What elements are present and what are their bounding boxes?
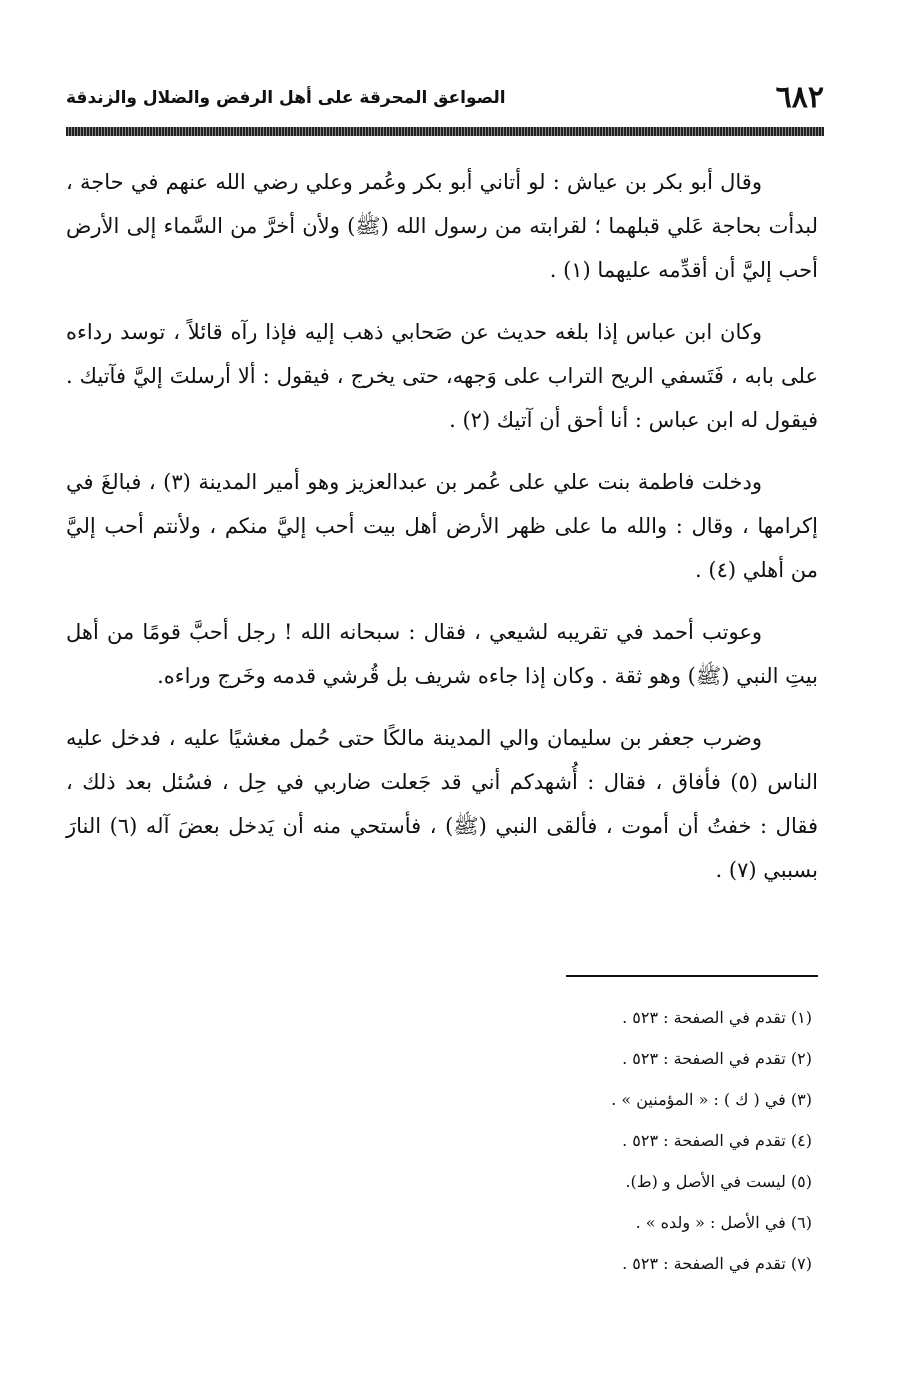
page-header [66,80,824,116]
header-rule [66,127,824,136]
footnote: (١) تقدم في الصفحة : ٥٢٣ . [622,1008,812,1027]
footnote: (٦) في الأصل : « ولده » . [635,1213,812,1232]
running-title: الصواعق المحرقة على أهل الرفض والضلال والزندقة [66,88,506,108]
paragraph: وضرب جعفر بن سليمان والي المدينة مالكًا حتى حُمل مغشيًا عليه ، فدخل عليه الناس (٥) فأفاق ، فقال : أُشهدكم أني قد جَعلت ضاربي في حِل ، فسُئل بعد ذلك ، فقال : خفتُ أن أموت ، فألقى النبي (ﷺ) ، فأستحي منه أن يَدخل بعضَ آله (٦) النارَ بسببي (٧) . [66,726,819,882]
paragraph: وكان ابن عباس إذا بلغه حديث عن صَحابي ذهب إليه فإذا رآه قائلاً ، توسد رداءه على بابه ، فَتَسفي الريح التراب على وَجهه، حتى يخرج ، فيقول : ألا أرسلتَ إليَّ فآتيك . فيقول له ابن عباس : أنا أحق أن آتيك (٢) . [66,320,818,432]
footnotes [300,997,812,1284]
paragraph: ودخلت فاطمة بنت علي على عُمر بن عبدالعزيز وهو أمير المدينة (٣) ، فبالغَ في إكرامها ، وقال : والله ما على ظهر الأرض أهل بيت أحب إليَّ منكم ، ولأنتم أحب إليَّ من أهلي (٤) . [66,470,818,582]
footnote: (٢) تقدم في الصفحة : ٥٢٣ . [622,1049,812,1068]
footnote: (٣) في ( ك ) : « المؤمنين » . [611,1090,812,1109]
main-text [66,160,818,910]
paragraph: وعوتب أحمد في تقريبه لشيعي ، فقال : سبحانه الله ! رجل أحبَّ قومًا من أهل بيتِ النبي (ﷺ) وهو ثقة . وكان إذا جاءه شريف بل قُرشي قدمه وخَرج وراءه. [66,620,818,688]
footnote: (٥) ليست في الأصل و (ط). [625,1172,812,1191]
footnote: (٧) تقدم في الصفحة : ٥٢٣ . [622,1254,812,1273]
paragraph: وقال أبو بكر بن عياش : لو أتاني أبو بكر وعُمر وعلي رضي الله عنهم في حاجة ، لبدأت بحاجة عَلي قبلهما ؛ لقرابته من رسول الله (ﷺ) ولأن أخرَّ من السَّماء إلى الأرض أحب إليَّ أن أقدِّمه عليهما (١) . [66,170,818,282]
footnote-separator [566,975,818,977]
footnote: (٤) تقدم في الصفحة : ٥٢٣ . [622,1131,812,1150]
page-number: ٦٨٢ [775,80,824,115]
